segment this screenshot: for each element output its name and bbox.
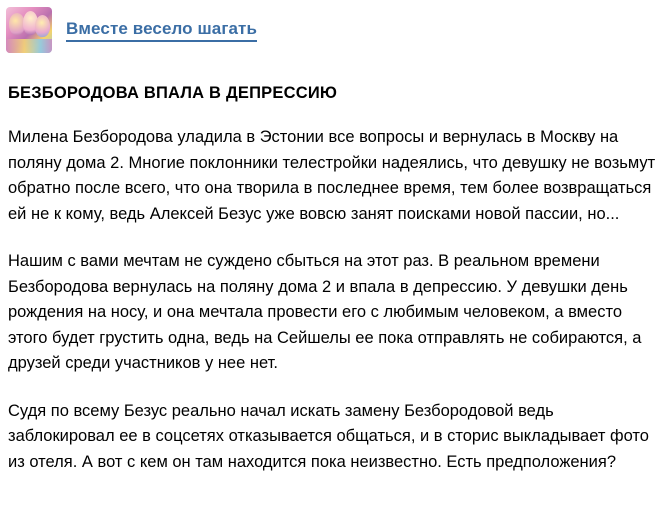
avatar-art-bottom [6, 39, 52, 53]
avatar[interactable] [6, 7, 52, 53]
post-paragraph: Судя по всему Безус реально начал искать замену Безбородовой ведь заблокировал ее в соцсетях отказывается общаться, и в сторис выкладывает фото из отеля. А вот с кем он там находится пока неизвестно. Есть предположения? [8, 401, 649, 471]
post-paragraph: Милена Безбородова уладила в Эстонии все вопросы и вернулась в Москву на поляну дома 2. Многие поклонники телестройки надеялись, что девушку не возьмут обратно после всего, что она творила в последнее время, тем более возвращаться ей не к кому, ведь Алексей Безус уже вовсю занят поисками новой пассии, но... [8, 128, 656, 223]
post-content [0, 54, 670, 475]
post-paragraph: Нашим с вами мечтам не суждено сбыться на этот раз. В реальном времени Безбородова вернулась на поляну дома 2 и впала в депрессию. У девушки день рождения на носу, и она мечтала провести его с любимым человеком, а вместо этого будет грустить одна, ведь на Сейшелы ее пока отправлять не собираются, а друзей среди участников у нее нет. [8, 252, 642, 372]
post-title: БЕЗБОРОДОВА ВПАЛА В ДЕПРЕССИЮ [8, 84, 338, 102]
post-header [0, 0, 670, 54]
group-name-link[interactable]: Вместе весело шагать [66, 19, 257, 42]
avatar-art-right [35, 15, 50, 37]
